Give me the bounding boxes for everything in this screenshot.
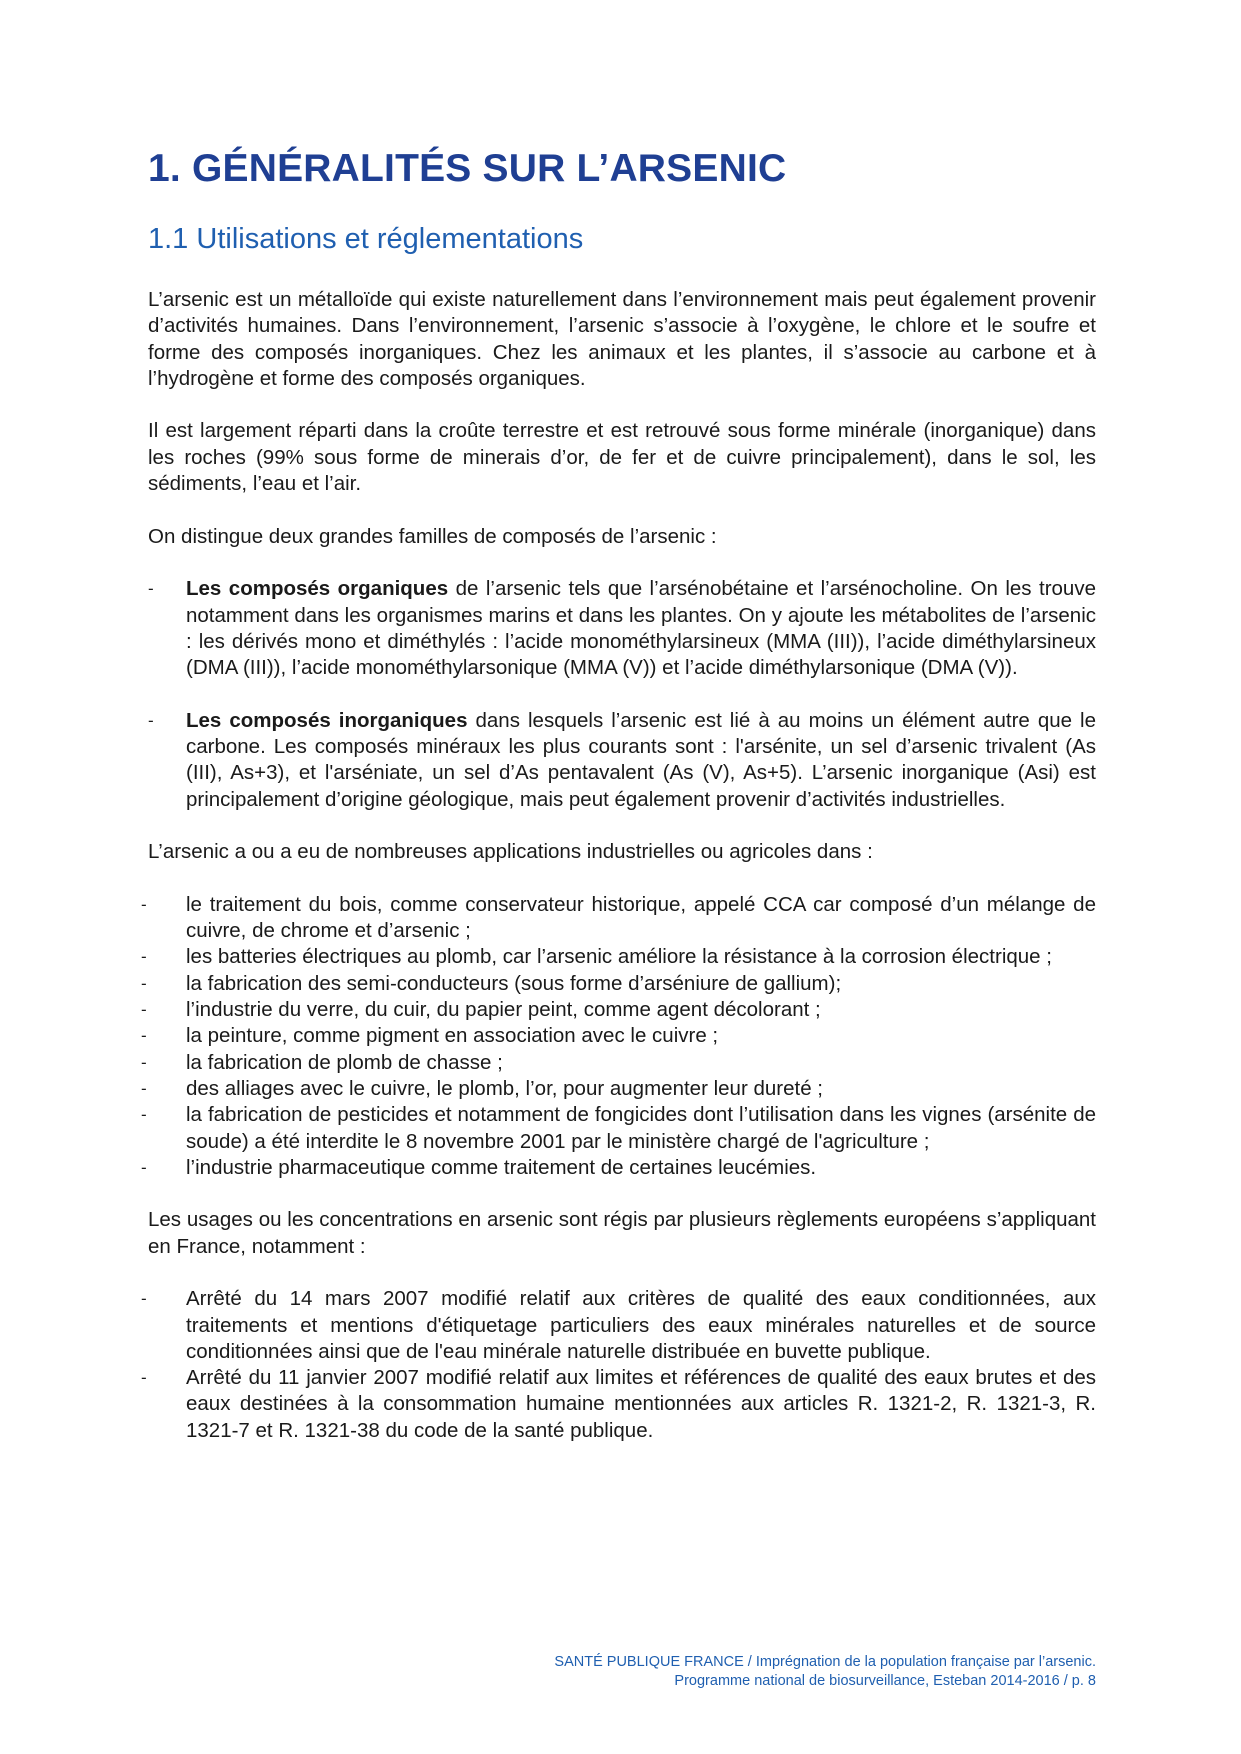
application-text: la fabrication des semi-conducteurs (sous forme d’arséniure de gallium); — [186, 971, 842, 995]
applications-list — [141, 892, 1096, 1181]
section-heading: 1.1 Utilisations et réglementations — [148, 223, 584, 255]
dash-marker: - — [141, 1000, 147, 1020]
dash-marker: - — [141, 1157, 147, 1177]
footer-line-programme: Programme national de biosurveillance, Esteban 2014-2016 / p. 8 — [674, 1672, 1096, 1689]
list-item — [141, 1102, 1096, 1155]
application-text: des alliages avec le cuivre, le plomb, l’or, pour augmenter leur dureté ; — [186, 1076, 823, 1100]
chapter-heading: 1. GÉNÉRALITÉS SUR L’ARSENIC — [148, 147, 787, 190]
application-text: le traitement du bois, comme conservateur historique, appelé CCA car composé d’un mélange de cuivre, de chrome et d’arsenic ; — [186, 892, 1096, 943]
paragraph-intro: L’arsenic est un métalloïde qui existe naturellement dans l’environnement mais peut également provenir d’activités humaines. Dans l’environnement, l’arsenic s’associe à l’oxygène, le chlore et le soufre et forme des composés inorganiques. Chez les animaux et les plantes, il s’associe au carbone et à l’hydrogène et forme des composés organiques. — [148, 288, 1096, 390]
family-term-inorganic: Les composés inorganiques — [186, 708, 468, 732]
dash-marker: - — [141, 1105, 147, 1125]
dash-marker: - — [141, 1078, 147, 1098]
dash-marker: - — [141, 973, 147, 993]
application-text: la fabrication de pesticides et notamment de fongicides dont l’utilisation dans les vignes (arsénite de soude) a été interdite le 8 novembre 2001 par le ministère chargé de l'agriculture ; — [186, 1103, 1096, 1153]
page-footer — [554, 1653, 1096, 1690]
application-text: les batteries électriques au plomb, car l’arsenic améliore la résistance à la corrosion électrique ; — [186, 945, 1052, 969]
dash-marker: - — [148, 710, 154, 730]
dash-marker: - — [141, 1052, 147, 1072]
list-item — [141, 944, 1096, 970]
dash-marker: - — [141, 1026, 147, 1046]
body-text — [141, 287, 1097, 1470]
list-item-inorganic — [148, 708, 1096, 813]
application-text: la peinture, comme pigment en association avec le cuivre ; — [186, 1024, 719, 1048]
paragraph-regulations-intro: Les usages ou les concentrations en arsenic sont régis par plusieurs règlements européens s’appliquant en France, notamment : — [148, 1208, 1096, 1258]
list-item-organic — [148, 576, 1096, 681]
regulation-text: Arrêté du 14 mars 2007 modifié relatif aux critères de qualité des eaux conditionnées, aux traitements et mentions d'étiquetage particuliers des eaux minérales naturelles et de source conditionnées ainsi que de l'eau minérale naturelle distribuée en buvette publique. — [186, 1287, 1096, 1363]
dash-marker: - — [141, 1289, 147, 1309]
family-text-inorganic: dans lesquels l’arsenic est lié à au moins un élément autre que le carbone. Les composés minéraux les plus courants sont : l'arsénite, un sel d’arsenic trivalent (As (III), As+3), et l'arséniate, un sel d’As pentavalent (As (V), As+5). L’arsenic inorganique (Asi) est principalement d’origine géologique, mais peut également provenir d’activités industrielles. — [186, 708, 1097, 811]
application-text: l’industrie du verre, du cuir, du papier peint, comme agent décolorant ; — [186, 998, 821, 1022]
regulations-list — [141, 1286, 1096, 1444]
application-text: l’industrie pharmaceutique comme traitement de certaines leucémies. — [186, 1155, 817, 1179]
regulation-text: Arrêté du 11 janvier 2007 modifié relatif aux limites et références de qualité des eaux brutes et des eaux destinées à la consommation humaine mentionnées aux articles R. 1321-2, R. 1321-3, R. 1321-7 et R. 1321-38 du code de la santé publique. — [186, 1366, 1096, 1442]
family-term-organic: Les composés organiques — [186, 577, 449, 601]
list-item — [141, 1023, 1096, 1049]
list-item — [141, 1076, 1096, 1102]
list-item — [141, 1286, 1096, 1365]
dash-marker: - — [141, 947, 147, 967]
list-item — [141, 1155, 1096, 1181]
paragraph-applications-intro: L’arsenic a ou a eu de nombreuses applications industrielles ou agricoles dans : — [148, 840, 873, 864]
document-page — [141, 0, 1097, 1754]
list-item — [141, 892, 1096, 945]
families-list — [148, 576, 1096, 813]
footer-line-publisher: SANTÉ PUBLIQUE FRANCE / Imprégnation de la population française par l’arsenic. — [554, 1654, 1096, 1670]
paragraph-families-intro: On distingue deux grandes familles de composés de l’arsenic : — [148, 524, 717, 548]
application-text: la fabrication de plomb de chasse ; — [186, 1050, 503, 1074]
dash-marker: - — [141, 894, 147, 914]
paragraph-distribution: Il est largement réparti dans la croûte terrestre et est retrouvé sous forme minérale (inorganique) dans les roches (99% sous forme de minerais d’or, de fer et de cuivre principalement), dans le sol, les sédiments, l’eau et l’air. — [148, 419, 1096, 496]
list-item — [141, 1365, 1096, 1444]
family-text-organic: de l’arsenic tels que l’arsénobétaine et l’arsénocholine. On les trouve notamment dans les organismes marins et dans les plantes. On y ajoute les métabolites de l’arsenic : les dérivés mono et diméthylés : l’acide monométhylarsineux (MMA (III)), l’acide diméthylarsineux (DMA (III)), l’acide monométhylarsonique (MMA (V)) et l’acide diméthylarsonique (DMA (V)). — [186, 577, 1096, 680]
list-item — [141, 997, 1096, 1023]
dash-marker: - — [148, 579, 154, 599]
list-item — [141, 1050, 1096, 1076]
dash-marker: - — [141, 1368, 147, 1388]
list-item — [141, 971, 1096, 997]
